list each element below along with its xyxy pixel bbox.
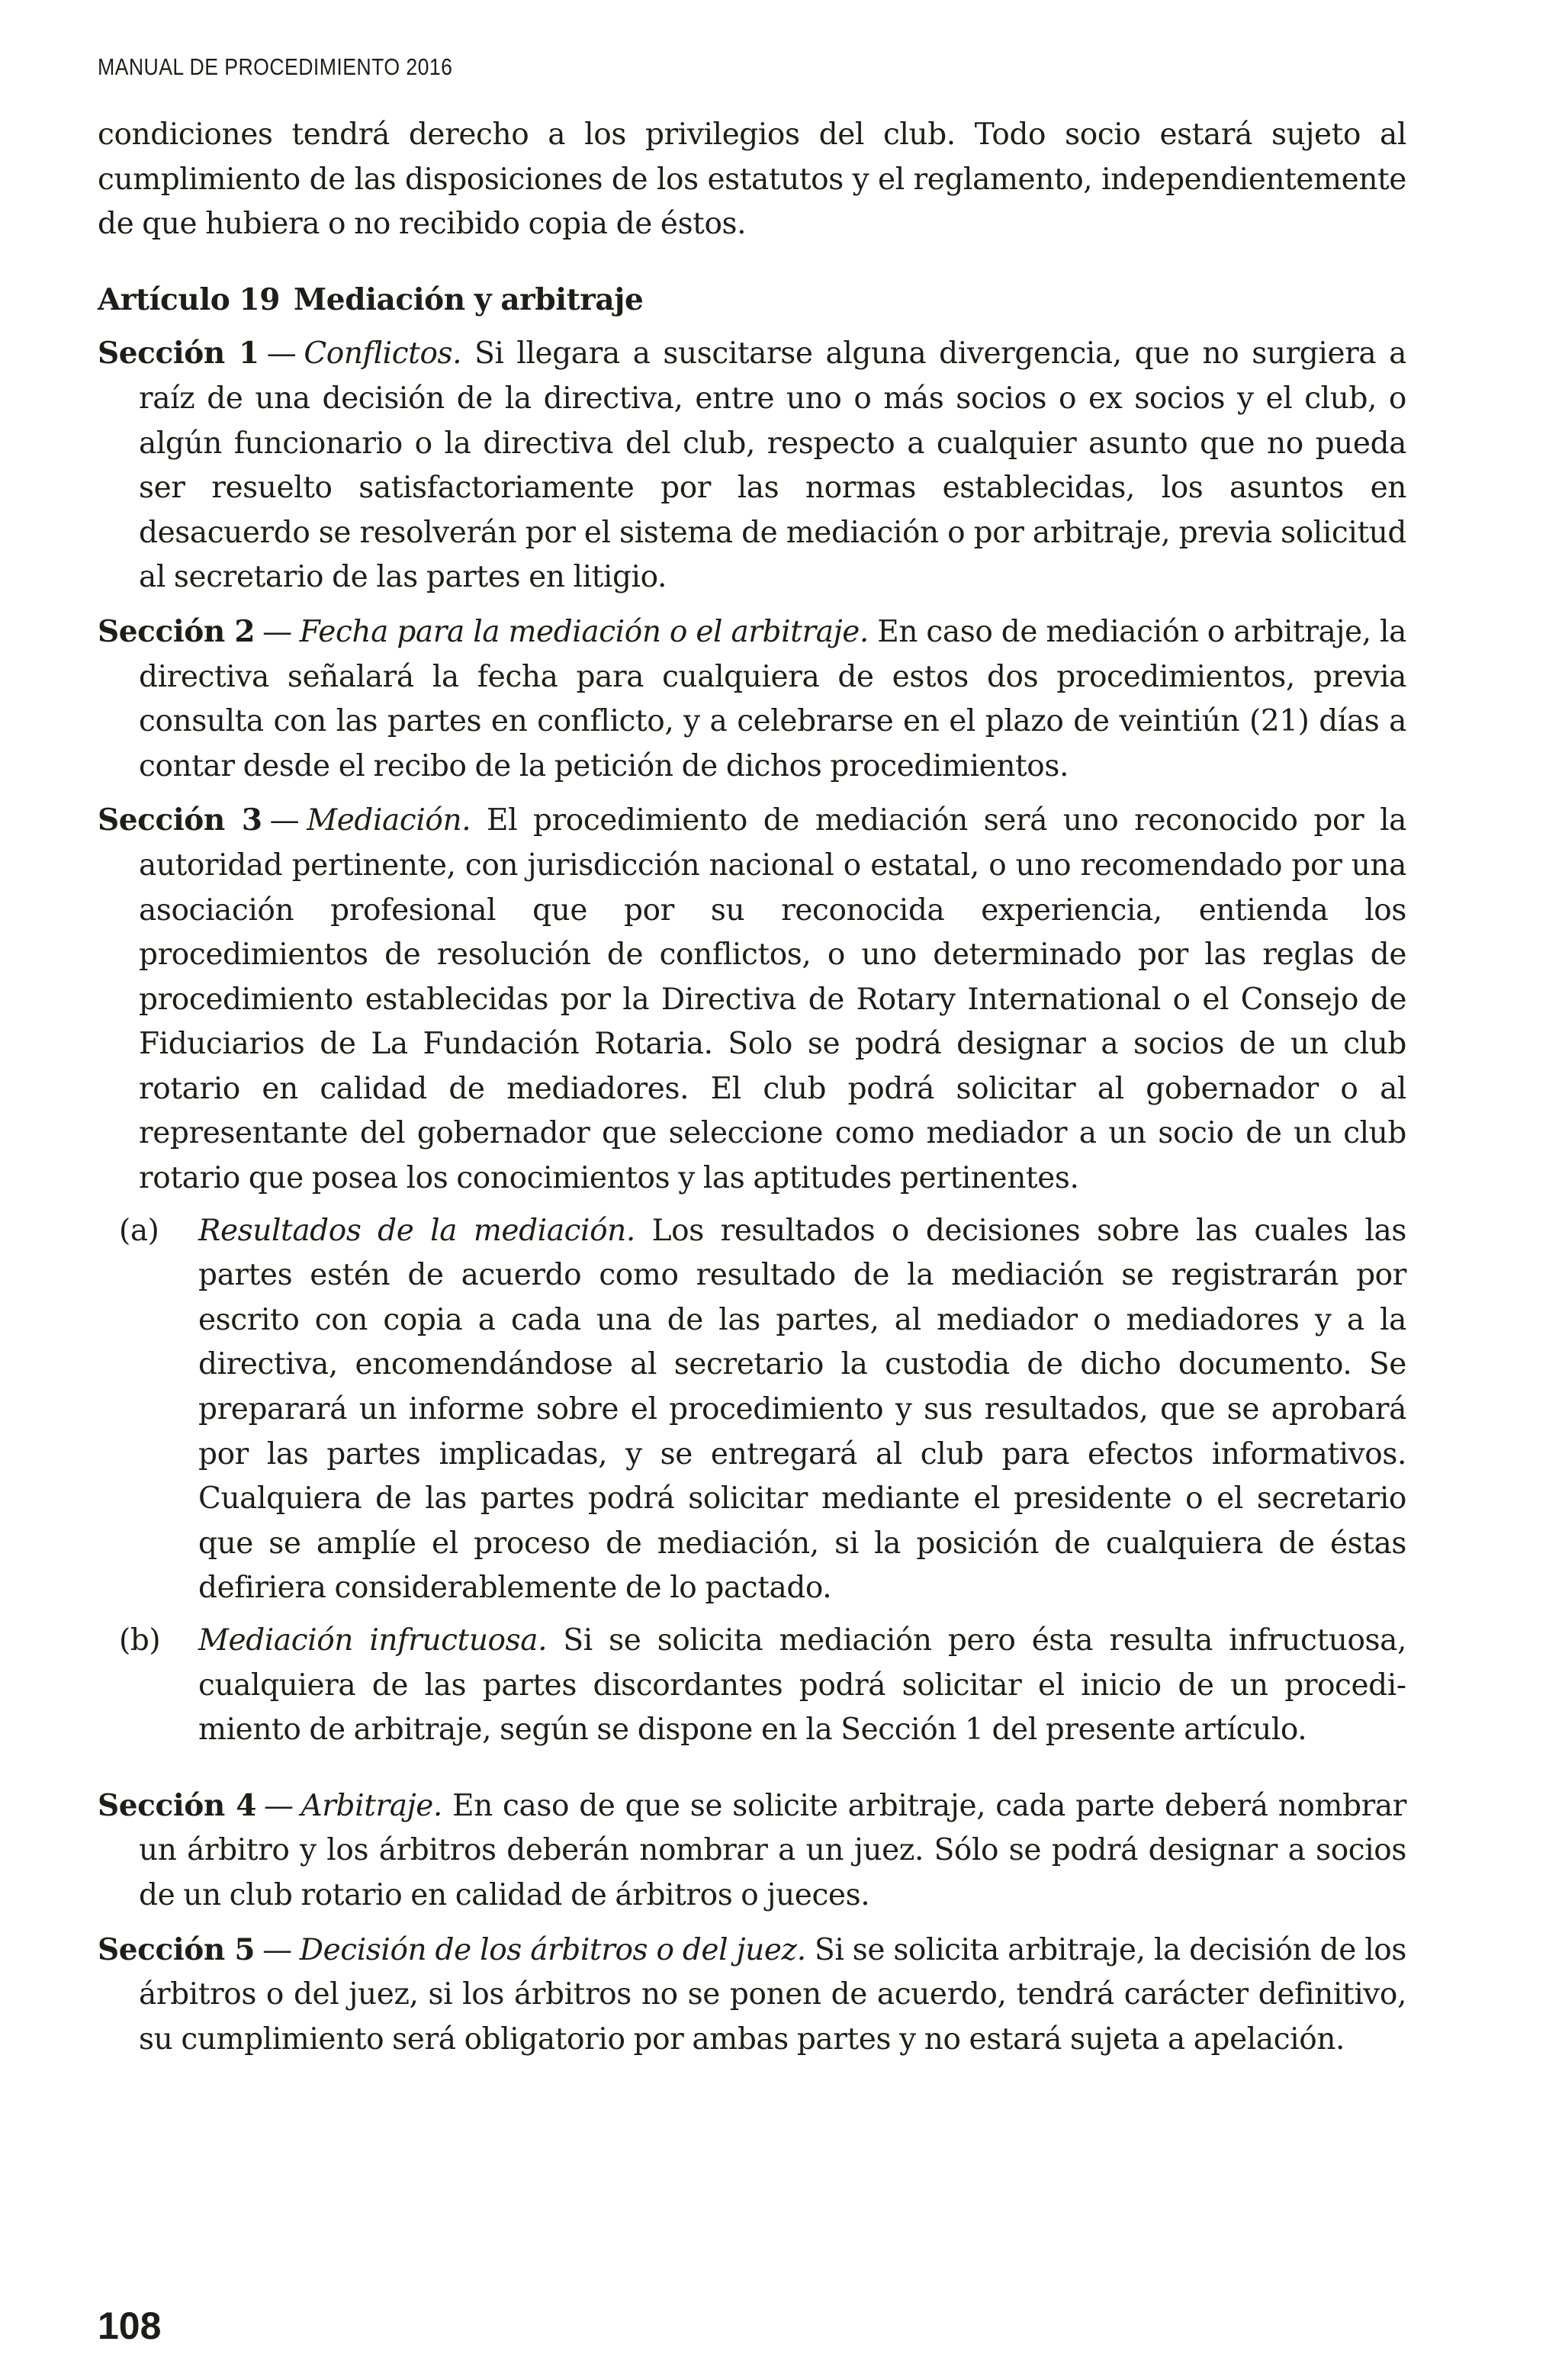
intro-paragraph: condiciones tendrá derecho a los privilegios del club. Todo socio estará sujeto al cumplimiento de las disposiciones de los estatutos y el reglamento, independientemente de que hubiera o no recibido copia de éstos. (98, 117, 1406, 242)
section-label: Sección 5 (98, 1931, 256, 1967)
section-text: El procedimiento de mediación será uno reconocido por la autoridad pertinente, con jurisdicción nacional o estatal, o uno recomendado por una asociación profesional que por su reconocida experiencia, entienda los procedimientos de resolución de conflictos, o uno determinado por las reglas de procedimiento establecidas por la Directiva de Rotary International o el Consejo de Fiduciarios de La Fundación Rotaria. Solo se podrá designar a socios de un club rotario en calidad de mediadores. El club podrá solicitar al gobernador o al representante del gobernador que seleccione como mediador a un socio de un club rotario que posea los conocimientos y las aptitudes pertinentes. (139, 803, 1406, 1196)
section-title: Conflictos. (304, 336, 462, 371)
section-label: Sección 4 (98, 1787, 256, 1823)
section-title: Fecha para la mediación o el arbitraje. (299, 614, 869, 649)
article-title: Mediación y arbitraje (294, 281, 644, 317)
section-title: Arbitraje. (301, 1788, 442, 1823)
subitem-a (98, 1209, 1406, 1611)
section-text: En caso de mediación o arbitraje, la directiva señalará la fecha para cualquiera de estos dos procedimientos, previa consulta con las partes en conflicto, y a celebrarse en el plazo de veintiún (21) días a contar desde el recibo de la petición de dichos procedimientos. (139, 614, 1406, 783)
subitem-b (98, 1619, 1406, 1753)
section-text: En caso de que se solicite arbitraje, cada parte deberá nombrar un árbitro y los árbitros deberán nombrar a un juez. Sólo se podrá designar a socios de un club rotario en calidad de árbitros o jueces. (139, 1788, 1406, 1912)
subitem-marker: (b) (119, 1623, 161, 1658)
section-dash: — (262, 1932, 292, 1967)
subitem-text: Si se solicita mediación pero ésta resulta infructuosa, cualquiera de las partes discordantes podrá solicitar el inicio de un procedimiento de arbitraje, según se dispone en la Sección 1 del presente artículo. (198, 1623, 1406, 1748)
subitem-text: Los resultados o decisiones sobre las cuales las partes estén de acuerdo como resultado de la mediación se registrarán por escrito con copia a cada una de las partes, al mediador o mediadores y a la directiva, encomendándose al secretario la custodia de dicho documento. Se preparará un informe sobre el procedimiento y sus resultados, que se aprobará por las partes implicadas, y se entregará al club para efectos informativos. Cualquiera de las partes podrá solicitar mediante el presidente o el secretario que se amplíe el proceso de mediación, si la posición de cualquiera de éstas defiriera considerablemente de lo pactado. (198, 1213, 1406, 1606)
section-dash: — (262, 614, 292, 649)
running-header: MANUAL DE PROCEDIMIENTO 2016 (98, 53, 453, 80)
subitem-title: Resultados de la mediación. (198, 1213, 635, 1248)
body-text (98, 113, 1406, 2062)
subitem-marker: (a) (119, 1213, 159, 1248)
page-number: 108 (98, 2304, 162, 2347)
article-number: Artículo 19 (98, 281, 281, 317)
section-label: Sección 3 (98, 802, 262, 838)
section-dash: — (263, 1788, 294, 1823)
subitem-title: Mediación infructuosa. (198, 1623, 548, 1658)
section-title: Decisión de los árbitros o del juez. (299, 1932, 806, 1967)
section-text: Si llegara a suscitarse alguna divergencia, que no surgiera a raíz de una decisión de la directiva, entre uno o más socios o ex socios y el club, o algún funcionario o la directiva del club, respecto a cualquier asunto que no pueda ser resuelto satisfactoriamente por las normas establecidas, los asuntos en desacuerdo se resolverán por el sistema de mediación o por arbitraje, previa solicitud al secretario de las partes en litigio. (139, 336, 1406, 595)
section-1 (98, 331, 1406, 600)
section-text: Si se solicita arbitraje, la decisión de los árbitros o del juez, si los árbitros no se ponen de acuerdo, tendrá carácter definitivo, su cumplimiento será obligatorio por ambas partes y no estará sujeta a apelación. (139, 1932, 1406, 2057)
section-label: Sección 1 (98, 336, 259, 371)
section-dash: — (266, 336, 297, 371)
section-3 (98, 798, 1406, 1201)
section-4 (98, 1783, 1406, 1918)
section-label: Sección 2 (98, 613, 256, 649)
section-dash: — (269, 803, 300, 838)
article-heading (98, 278, 1406, 323)
section-title: Mediación. (307, 803, 471, 838)
section-5 (98, 1928, 1406, 2063)
section-2 (98, 609, 1406, 789)
